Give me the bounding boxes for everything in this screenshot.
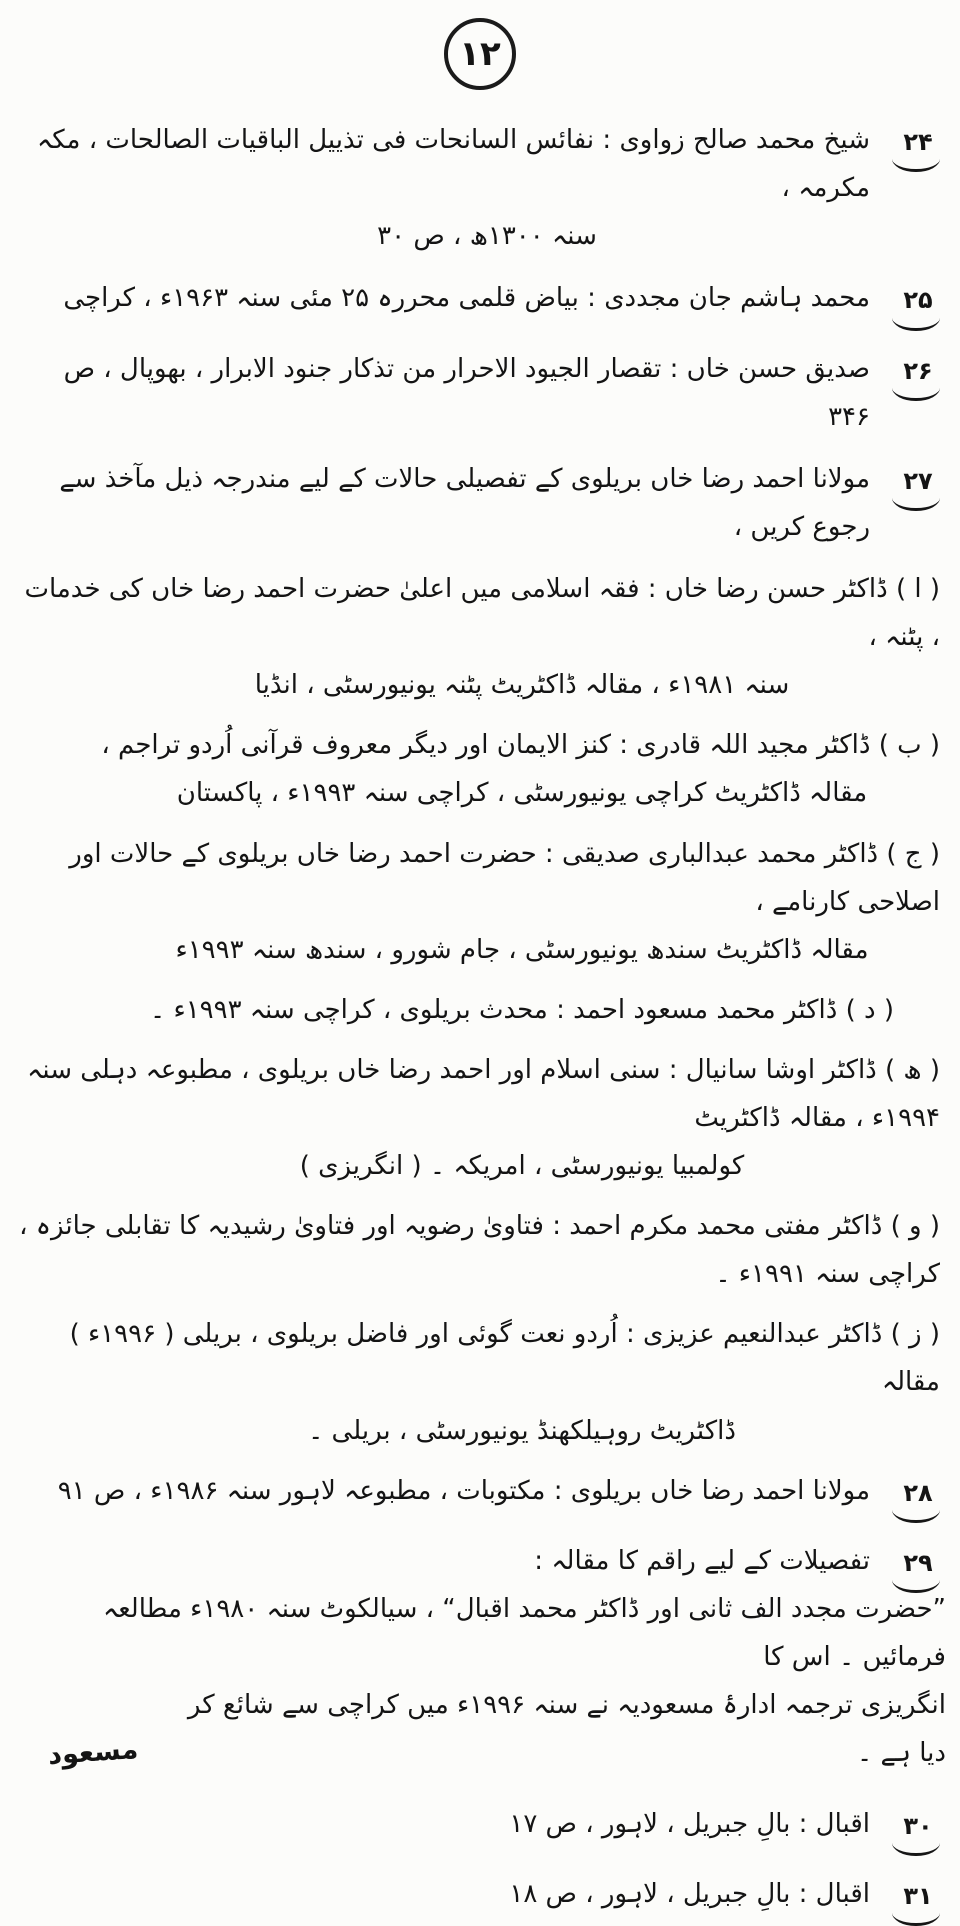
sub-entry-waw [14,1202,946,1298]
page-number-wrap [14,18,946,90]
entry-line-text: ڈاکٹر عبدالنعیم عزیزی : اُردو نعت گوئی اور فاضل بریلوی ، بریلی ( ۱۹۹۶ء ) مقالہ [69,1319,940,1398]
sub-entry-jeem [14,830,946,974]
reference-entry-25 [14,274,946,330]
entry-text: مولانا احمد رضا خاں بریلوی : مکتوبات ، مطبوعہ لاہور سنہ ۱۹۸۶ء ، ص ۹۱ [57,1475,870,1506]
entry-text: صدیق حسن خاں : تقصار الجیود الاحرار من تذکار جنود الابرار ، بھوپال ، ص ۳۴۶ [63,353,870,432]
entry-line [14,830,940,926]
entry-number: ۲۴ [890,116,946,172]
sub-entry-label: ( ج ) [886,838,940,869]
entry-line: سنہ ۱۳۰۰ھ ، ص ۳۰ [377,221,597,252]
entry-line: شیخ محمد صالح زواوی : نفائس السانحات فی تذییل الباقیات الصالحات ، مکہ مکرمہ ، [36,125,870,204]
entry-text: اقبال : بالِ جبریل ، لاہور ، ص ۱۷ [509,1808,870,1839]
entry-text [14,986,940,1034]
entry-line-text: ڈاکٹر محمد عبدالباری صدیقی : حضرت احمد رضا خاں بریلوی کے حالات اور اصلاحی کارنامے ، [69,838,940,917]
entry-line [14,721,940,769]
sub-entry-label: ( د ) [845,994,895,1025]
entry-text [14,1202,940,1298]
reference-entry-31 [14,1870,946,1926]
entry-text [14,1046,940,1190]
entry-line: ”حضرت مجدد الف ثانی اور ڈاکٹر محمد اقبال“ ، سیالکوٹ سنہ ۱۹۸۰ء مطالعہ فرمائیں ۔ اس کا [103,1594,946,1673]
author-signature: مسعود [46,1733,140,1771]
entry-line [14,986,940,1034]
entry-line [14,565,940,661]
entry-number: ۲۷ [890,455,946,511]
entry-line: ڈاکٹریٹ روہیلکھنڈ یونیورسٹی ، بریلی ۔ [308,1415,736,1446]
entry-line: مقالہ ڈاکٹریٹ سندھ یونیورسٹی ، جام شورو ، سندھ سنہ ۱۹۹۳ء [175,934,869,965]
spacer [14,1792,946,1800]
entry-line-text: ڈاکٹر مفتی محمد مکرم احمد : فتاویٰ رضویہ اور فتاویٰ رشیدیہ کا تقابلی جائزہ ، کراچی سنہ ۱۹۹۱ء ۔ [19,1211,940,1290]
page-number-badge: ۱۲ [444,18,516,90]
reference-entry-26 [14,345,946,441]
entry-number: ۳۱ [890,1870,946,1926]
entry-line-text: ڈاکٹر محمد مسعود احمد : محدث بریلوی ، کراچی سنہ ۱۹۹۳ء ۔ [149,994,838,1025]
reference-entry-29 [14,1537,946,1777]
sub-entry-daal [14,986,946,1034]
entry-line: تفصیلات کے لیے راقم کا مقالہ : [534,1546,870,1577]
sub-entry-alif [14,565,946,709]
entry-text [14,1310,940,1454]
entry-line-text: ڈاکٹر مجید اللہ قادری : کنز الایمان اور دیگر معروف قرآنی اُردو تراجم ، [101,730,871,761]
entry-text: اقبال : بالِ جبریل ، لاہور ، ص ۱۸ [509,1878,870,1909]
entry-text [14,116,870,260]
entry-text [14,565,940,709]
reference-entry-24 [14,116,946,260]
reference-entry-27 [14,455,946,551]
entry-number: ۲۸ [890,1467,946,1523]
entry-text [14,830,940,974]
entry-number: ۲۶ [890,345,946,401]
sub-entry-ze [14,1310,946,1454]
sub-entry-he [14,1046,946,1190]
sub-entry-label: ( ز ) [890,1319,940,1350]
reference-entry-30 [14,1800,946,1856]
entry-line: سنہ ۱۹۸۱ء ، مقالہ ڈاکٹریٹ پٹنہ یونیورسٹی ، انڈیا [254,670,790,701]
entry-text: مولانا احمد رضا خاں بریلوی کے تفصیلی حالات کے لیے مندرجہ ذیل مآخذ سے رجوع کریں ، [59,463,870,542]
entry-line [14,1202,940,1298]
sub-entry-label: ( و ) [890,1211,940,1242]
entry-text [14,721,940,817]
sub-entry-label: ( ا ) [895,574,940,605]
entry-number: ۳۰ [890,1800,946,1856]
entry-line-text: ڈاکٹر حسن رضا خاں : فقہ اسلامی میں اعلیٰ حضرت احمد رضا خاں کی خدمات ، پٹنہ ، [24,574,940,653]
entry-line: مقالہ ڈاکٹریٹ کراچی یونیورسٹی ، کراچی سنہ ۱۹۹۳ء ، پاکستان [176,778,868,809]
entry-line: کولمبیا یونیورسٹی ، امریکہ ۔ ( انگریزی ) [299,1151,745,1182]
entry-number: ۲۹ [890,1537,946,1593]
entry-line [14,1681,946,1777]
entry-line [14,1046,940,1142]
sub-entry-label: ( ھ ) [885,1054,940,1085]
sub-entry-label: ( ب ) [878,730,940,761]
entry-line [14,1310,940,1406]
entry-line-text: انگریزی ترجمہ ادارۂ مسعودیہ نے سنہ ۱۹۹۶ء میں کراچی سے شائع کر دیا ہے ۔ [187,1690,946,1769]
entry-text: محمد ہاشم جان مجددی : بیاض قلمی محررہ ۲۵ مئی سنہ ۱۹۶۳ء ، کراچی [63,283,870,314]
entry-number: ۲۵ [890,274,946,330]
entry-line-text: ڈاکٹر اوشا سانیال : سنی اسلام اور احمد رضا خاں بریلوی ، مطبوعہ دہلی سنہ ۱۹۹۴ء ، مقالہ ڈاکٹریٹ [27,1054,940,1133]
reference-entry-28 [14,1467,946,1523]
sub-entry-be [14,721,946,817]
